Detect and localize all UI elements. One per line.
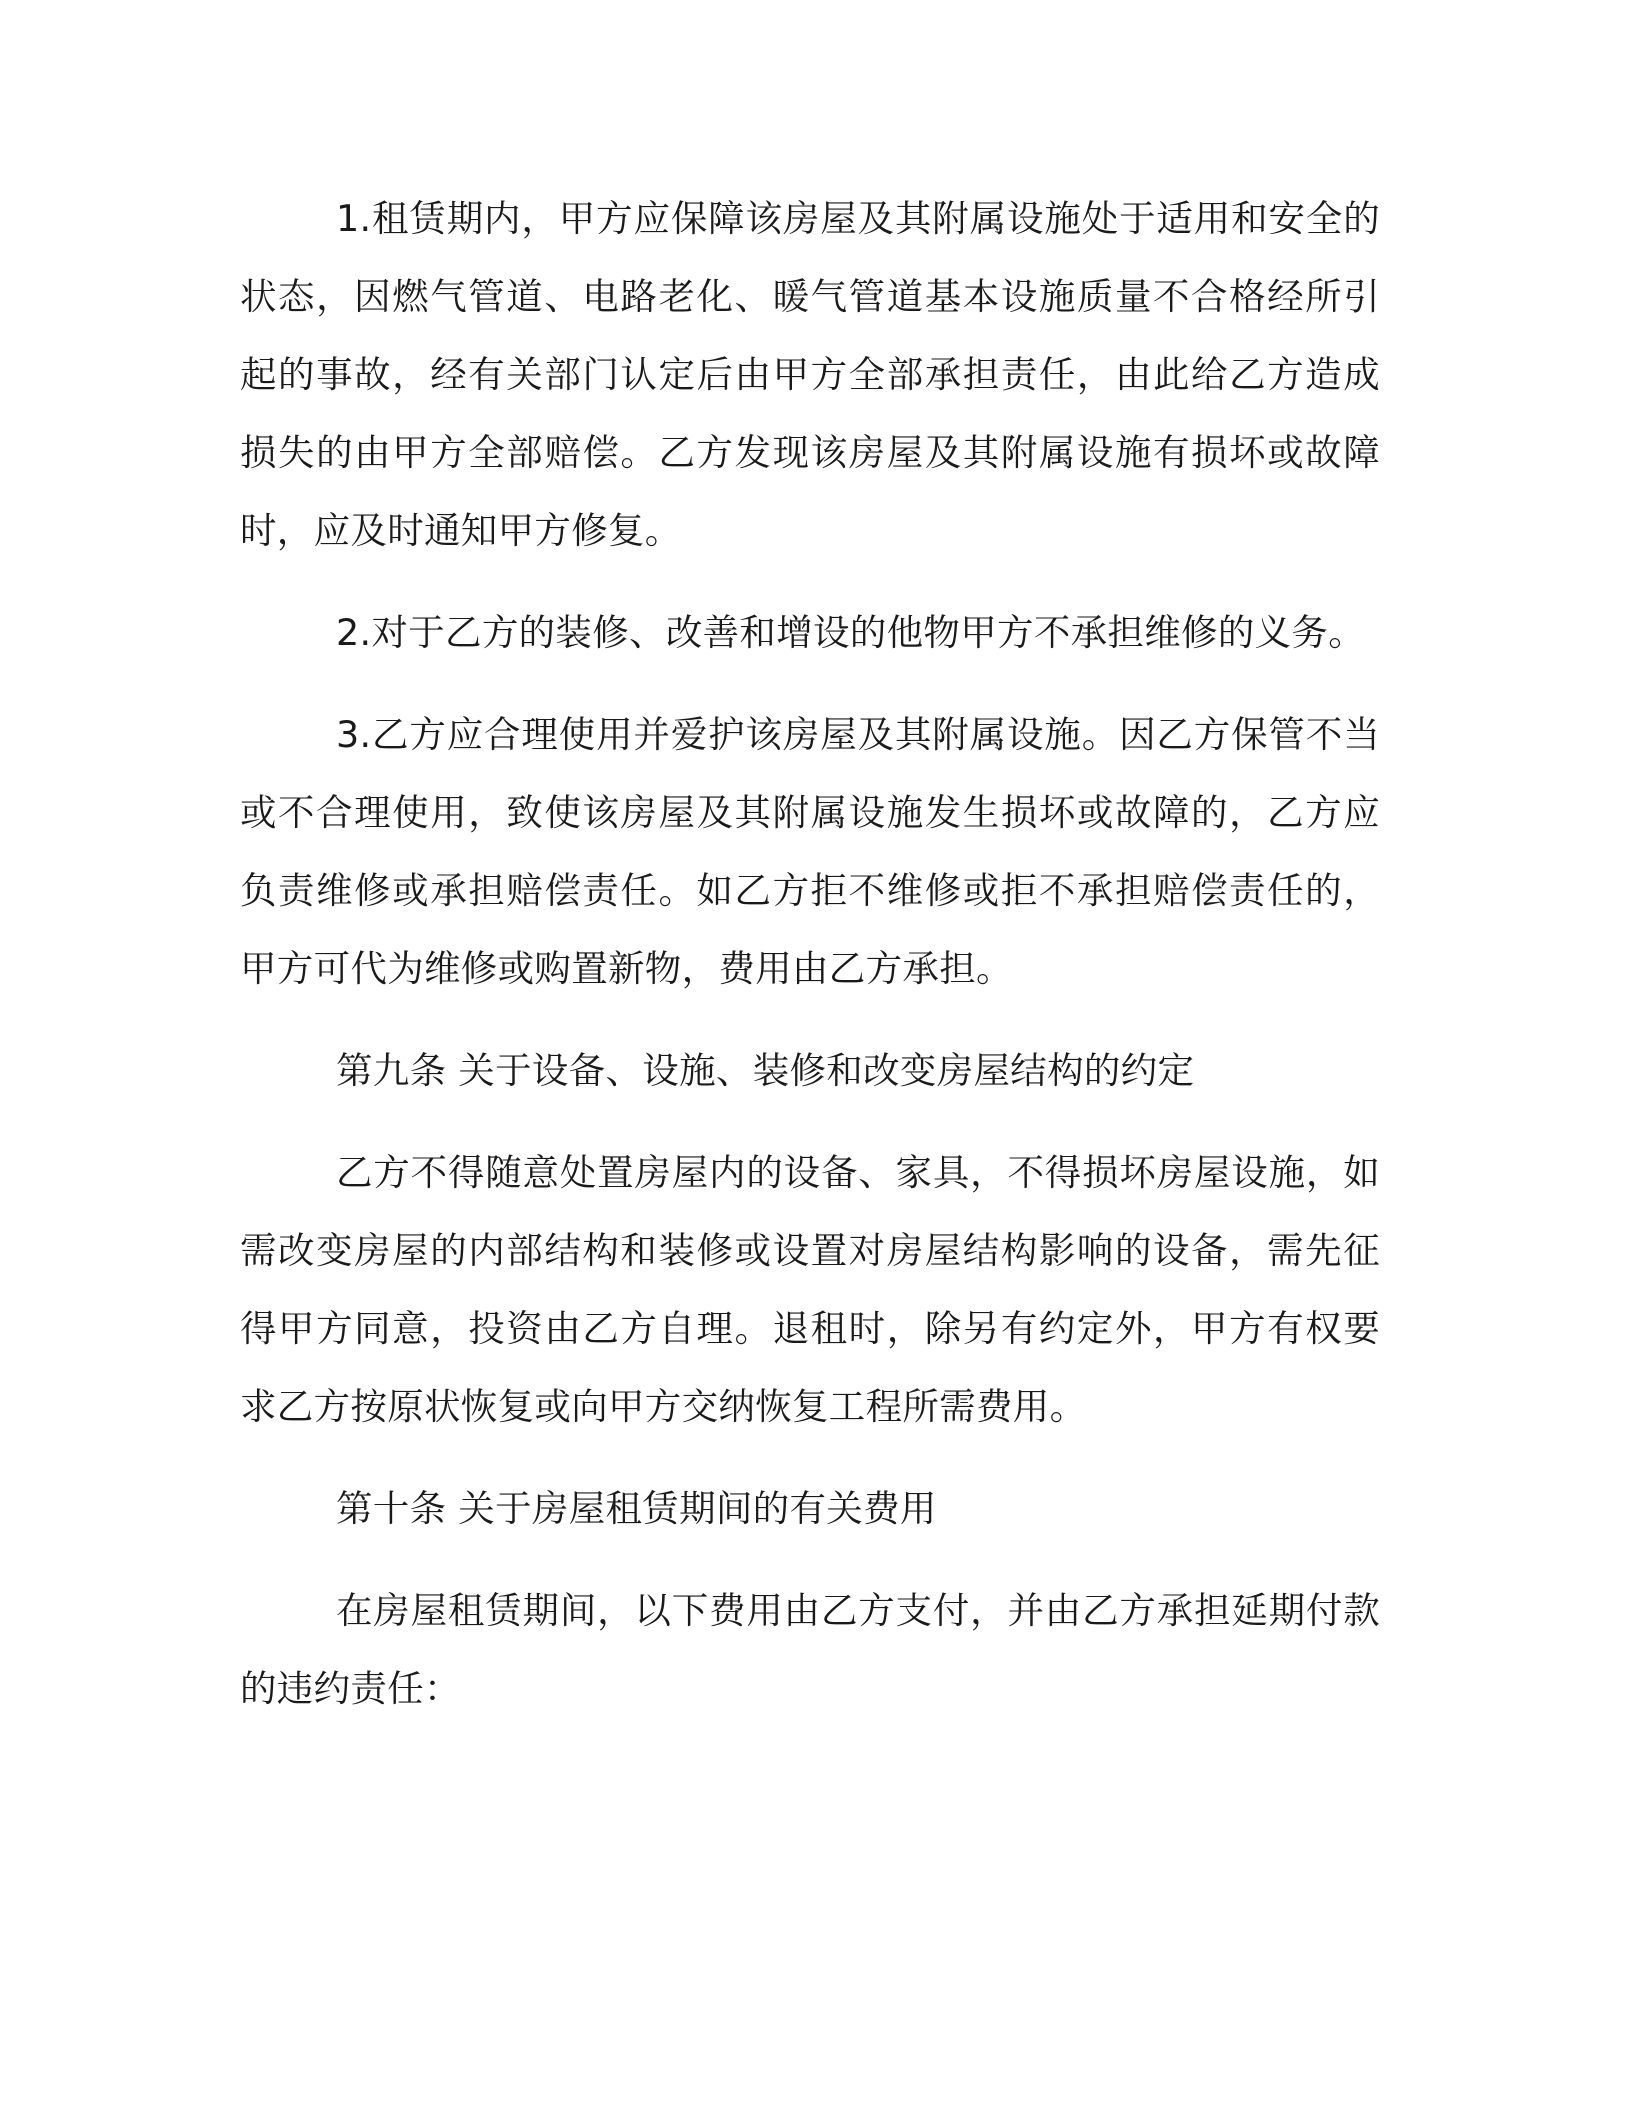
article-10-body: 在房屋租赁期间，以下费用由乙方支付，并由乙方承担延期付款的违约责任：: [240, 1589, 1380, 1710]
document-body: [240, 180, 1380, 1728]
clause-3-paragraph: 3.乙方应合理使用并爱护该房屋及其附属设施。因乙方保管不当或不合理使用，致使该房屋及其附属设施发生损坏或故障的，乙方应负责维修或承担赔偿责任。如乙方拒不维修或拒不承担赔偿责任的，甲方可代为维修或购置新物，费用由乙方承担。: [240, 713, 1380, 990]
article-10-heading: 第十条 关于房屋租赁期间的有关费用: [336, 1487, 937, 1530]
article-9-body: 乙方不得随意处置房屋内的设备、家具，不得损坏房屋设施，如需改变房屋的内部结构和装修或设置对房屋结构影响的设备，需先征得甲方同意，投资由乙方自理。退租时，除另有约定外，甲方有权要求乙方按原状恢复或向甲方交纳恢复工程所需费用。: [240, 1151, 1380, 1428]
article-9-heading: 第九条 关于设备、设施、装修和改变房屋结构的约定: [336, 1049, 1195, 1092]
clause-1-paragraph: 1.租赁期内，甲方应保障该房屋及其附属设施处于适用和安全的状态，因燃气管道、电路老化、暖气管道基本设施质量不合格经所引起的事故，经有关部门认定后由甲方全部承担责任，由此给乙方造成损失的由甲方全部赔偿。乙方发现该房屋及其附属设施有损坏或故障时，应及时通知甲方修复。: [240, 197, 1380, 552]
clause-2-paragraph: 2.对于乙方的装修、改善和增设的他物甲方不承担维修的义务。: [336, 611, 1366, 654]
